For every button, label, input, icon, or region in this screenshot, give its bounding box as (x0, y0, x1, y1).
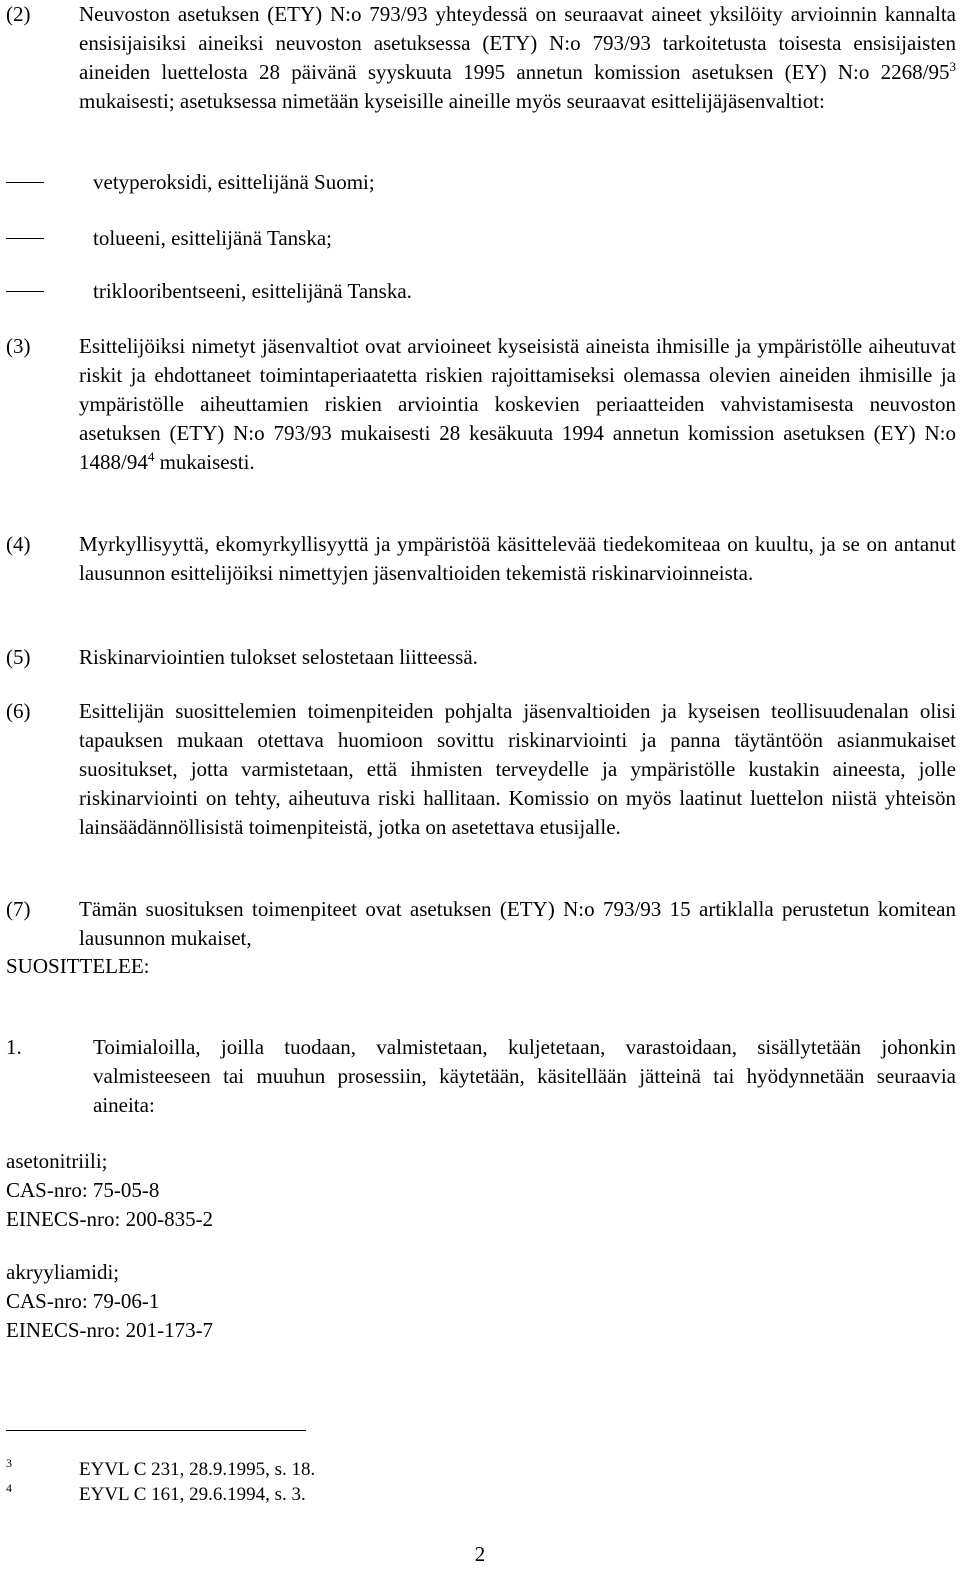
paragraph-number: (7) (6, 897, 31, 921)
item-number: 1. (6, 1035, 22, 1059)
paragraph-number: (5) (6, 645, 31, 669)
substance-name: akryyliamidi; (6, 1260, 120, 1284)
paragraph-text: Riskinarviointien tulokset selostetaan liitteessä. (79, 645, 478, 669)
footnote-mark: 4 (6, 1481, 12, 1495)
dash-marker (6, 182, 44, 183)
paragraph-5 (6, 643, 956, 672)
item-text: Toimialoilla, joilla tuodaan, valmistetaan, kuljetetaan, varastoidaan, sisällytetään johonkin valmisteeseen tai muuhun prosessiin, käytetään, käsitellään jätteinä tai hyödynnetään seuraavia aineita: (93, 1035, 956, 1117)
paragraph-number: (3) (6, 334, 31, 358)
paragraph-3 (6, 332, 956, 477)
paragraph-text: Neuvoston asetuksen (ETY) N:o 793/93 yhteydessä on seuraavat aineet yksilöity arvioinnin kannalta ensisijaisiksi aineiksi neuvoston asetuksessa (ETY) N:o 793/93 tarkoitetusta toisesta ensisijaisten aineiden luettelosta 28 päivänä syyskuuta 1995 annetun komission asetuksen (EY) N:o $2268/95^3$ mukaisesti; asetuksessa nimetään kyseisille aineille myös seuraavat esittelijäjäsenvaltiot: (79, 2, 956, 113)
footnote-text: EYVL C 231, 28.9.1995, s. 18. (79, 1459, 316, 1480)
section-heading: SUOSITTELEE: (6, 954, 150, 978)
substance-entry (6, 1258, 213, 1345)
paragraph-text: Esittelijöiksi nimetyt jäsenvaltiot ovat arvioineet kyseisistä aineista ihmisille ja ympäristölle aiheutuvat riskit ja ehdottaneet toimintaperiaatetta riskien rajoittamiseksi olemassa olevien aineiden ihmisille ja ympäristölle aiheuttamien riskien arviointia koskevien periaatteiden vahvistamisesta neuvoston asetuksen (ETY) N:o 793/93 mukaisesti 28 kesäkuuta 1994 annetun komission asetuksen (EY) N:o $1488/94^4$ mukaisesti. (79, 334, 956, 474)
paragraph-6 (6, 697, 956, 842)
footnote-ref-3[interactable]: 3 (949, 59, 956, 74)
einecs-number: EINECS-nro: 201-173-7 (6, 1318, 214, 1342)
cas-number: CAS-nro: 79-06-1 (6, 1289, 160, 1313)
dash-marker (6, 291, 44, 292)
paragraph-number: (4) (6, 532, 31, 556)
substance-name: asetonitriili; (6, 1149, 108, 1173)
bullet-item: vetyperoksidi, esittelijänä Suomi; (6, 168, 956, 197)
paragraph-text: Tämän suosituksen toimenpiteet ovat asetuksen (ETY) N:o 793/93 15 artiklalla perustetun komitean lausunnon mukaiset, (79, 897, 956, 950)
paragraph-2 (6, 0, 956, 116)
substance-entry (6, 1147, 213, 1234)
footnote-3 (6, 1456, 606, 1481)
dash-marker (6, 238, 44, 239)
footnote-4 (6, 1481, 606, 1506)
cas-number: CAS-nro: 75-05-8 (6, 1178, 160, 1202)
paragraph-text: Myrkyllisyyttä, ekomyrkyllisyyttä ja ympäristöä käsittelevää tiedekomiteaa on kuultu, ja se on antanut lausunnon esittelijöiksi nimettyjen jäsenvaltioiden tekemistä riskinarvioinneista. (79, 532, 956, 585)
page-number: 2 (474, 1542, 486, 1566)
paragraph-7 (6, 895, 956, 953)
paragraph-number: (6) (6, 699, 31, 723)
bullet-item: triklooribentseeni, esittelijänä Tanska. (6, 277, 956, 306)
bullet-item: tolueeni, esittelijänä Tanska; (6, 224, 956, 253)
footnote-ref-4[interactable]: 4 (147, 449, 155, 464)
paragraph-number: (2) (6, 2, 31, 26)
footnote-text: EYVL C 161, 29.6.1994, s. 3. (79, 1484, 306, 1505)
footnote-separator (6, 1430, 306, 1431)
recommendation-item-1 (6, 1033, 956, 1120)
footnote-mark: 3 (6, 1456, 12, 1470)
paragraph-4 (6, 530, 956, 588)
paragraph-text: Esittelijän suosittelemien toimenpiteiden pohjalta jäsenvaltioiden ja kyseisen teollisuudenalan olisi tapauksen mukaan otettava huomioon sovittu riskinarviointi ja panna täytäntöön asianmukaiset suositukset, jotta varmistetaan, että ihmisten terveydelle ja ympäristölle kustakin aineesta, jolle riskinarviointi on tehty, aiheutuva riski hallitaan. Komissio on myös laatinut luettelon niistä yhteisön lainsäädännöllisistä toimenpiteistä, jotka on asetettava etusijalle. (79, 699, 956, 839)
einecs-number: EINECS-nro: 200-835-2 (6, 1207, 214, 1231)
